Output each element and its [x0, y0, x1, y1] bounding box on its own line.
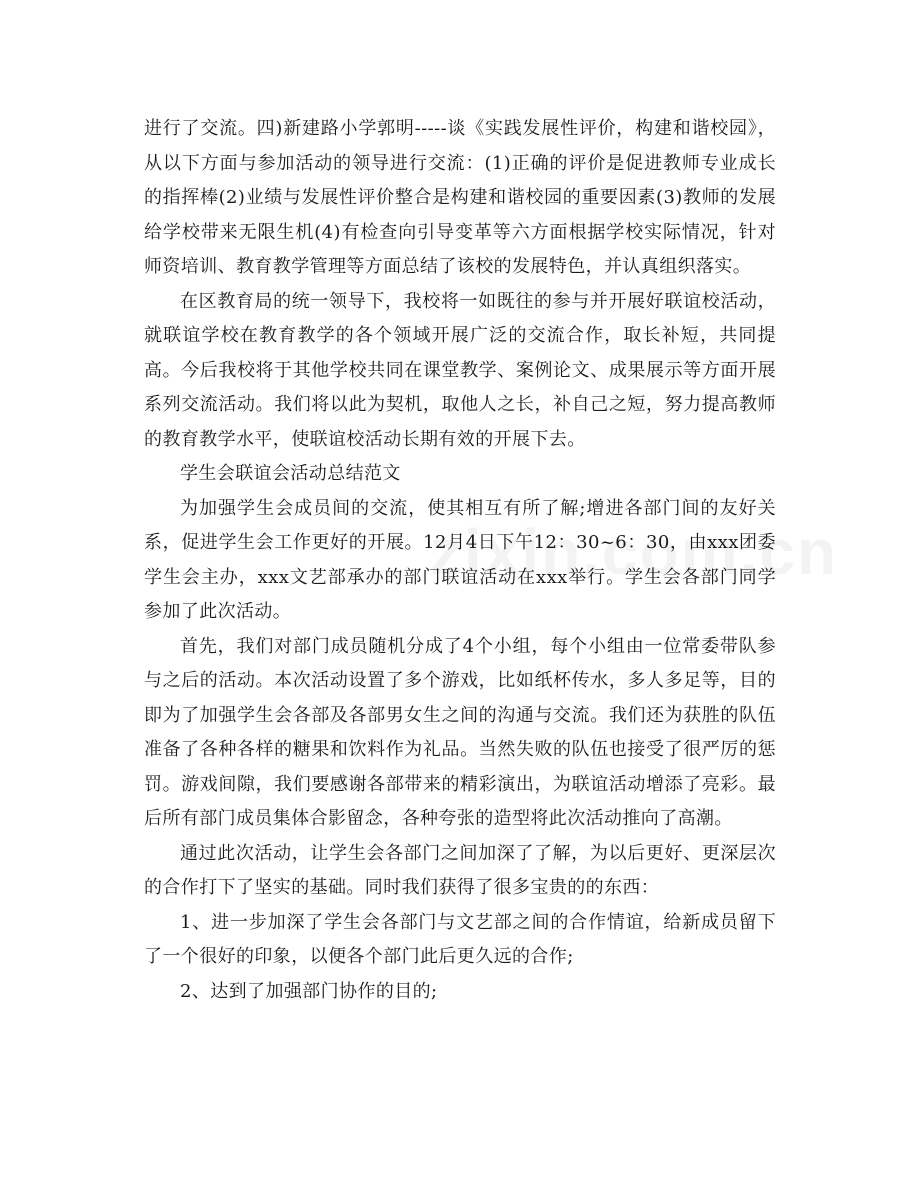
section-title: 学生会联谊会活动总结范文: [180, 463, 401, 484]
document-page: [144, 112, 776, 1009]
paragraph-event-results: 通过此次活动，让学生会各部门之间加深了了解，为以后更好、更深层次的合作打下了坚实的基础。同时我们获得了很多宝贵的的东西：: [144, 842, 776, 898]
paragraph-event-activities: 首先，我们对部门成员随机分成了4个小组，每个小组由一位常委带队参与之后的活动。本次活动设置了多个游戏，比如纸杯传水，多人多足等，目的即为了加强学生会各部及各部男女生之间的沟通与交流。我们还为获胜的队伍准备了各种各样的糖果和饮料作为礼品。当然失败的队伍也接受了很严厉的惩罚。游戏间隙，我们要感谢各部带来的精彩演出，为联谊活动增添了亮彩。最后所有部门成员集体合影留念，各种夸张的造型将此次活动推向了高潮。: [144, 635, 776, 829]
paragraph-exchange-summary: 进行了交流。四)新建路小学郭明-----谈《实践发展性评价，构建和谐校园》，从以下方面与参加活动的领导进行交流：(1)正确的评价是促进教师专业成长的指挥棒(2)业绩与发展性评价整合是构建和谐校园的重要因素(3)教师的发展给学校带来无限生机(4)有检查向引导变革等六方面根据学校实际情况，针对师资培训、教育教学管理等方面总结了该校的发展特色，并认真组织落实。: [144, 118, 776, 277]
list-item-1: 1、进一步加深了学生会各部门与文艺部之间的合作情谊，给新成员留下了一个很好的印象，以便各个部门此后更久远的合作;: [144, 911, 776, 967]
list-item-2: 2、达到了加强部门协作的目的;: [180, 980, 438, 1002]
paragraph-future-plans: 在区教育局的统一领导下，我校将一如既往的参与并开展好联谊校活动，就联谊学校在教育教学的各个领域开展广泛的交流合作，取长补短，共同提高。今后我校将于其他学校共同在课堂教学、案例论文、成果展示等方面开展系列交流活动。我们将以此为契机，取他人之长，补自己之短，努力提高教师的教育教学水平，使联谊校活动长期有效的开展下去。: [144, 290, 776, 450]
paragraph-event-intro: 为加强学生会成员间的交流，使其相互有所了解;增进各部门间的友好关系，促进学生会工作更好的开展。12月4日下午12：30~6：30，由xxx团委学生会主办，xxx文艺部承办的部门联谊活动在xxx举行。学生会各部门同学参加了此次活动。: [144, 497, 776, 622]
